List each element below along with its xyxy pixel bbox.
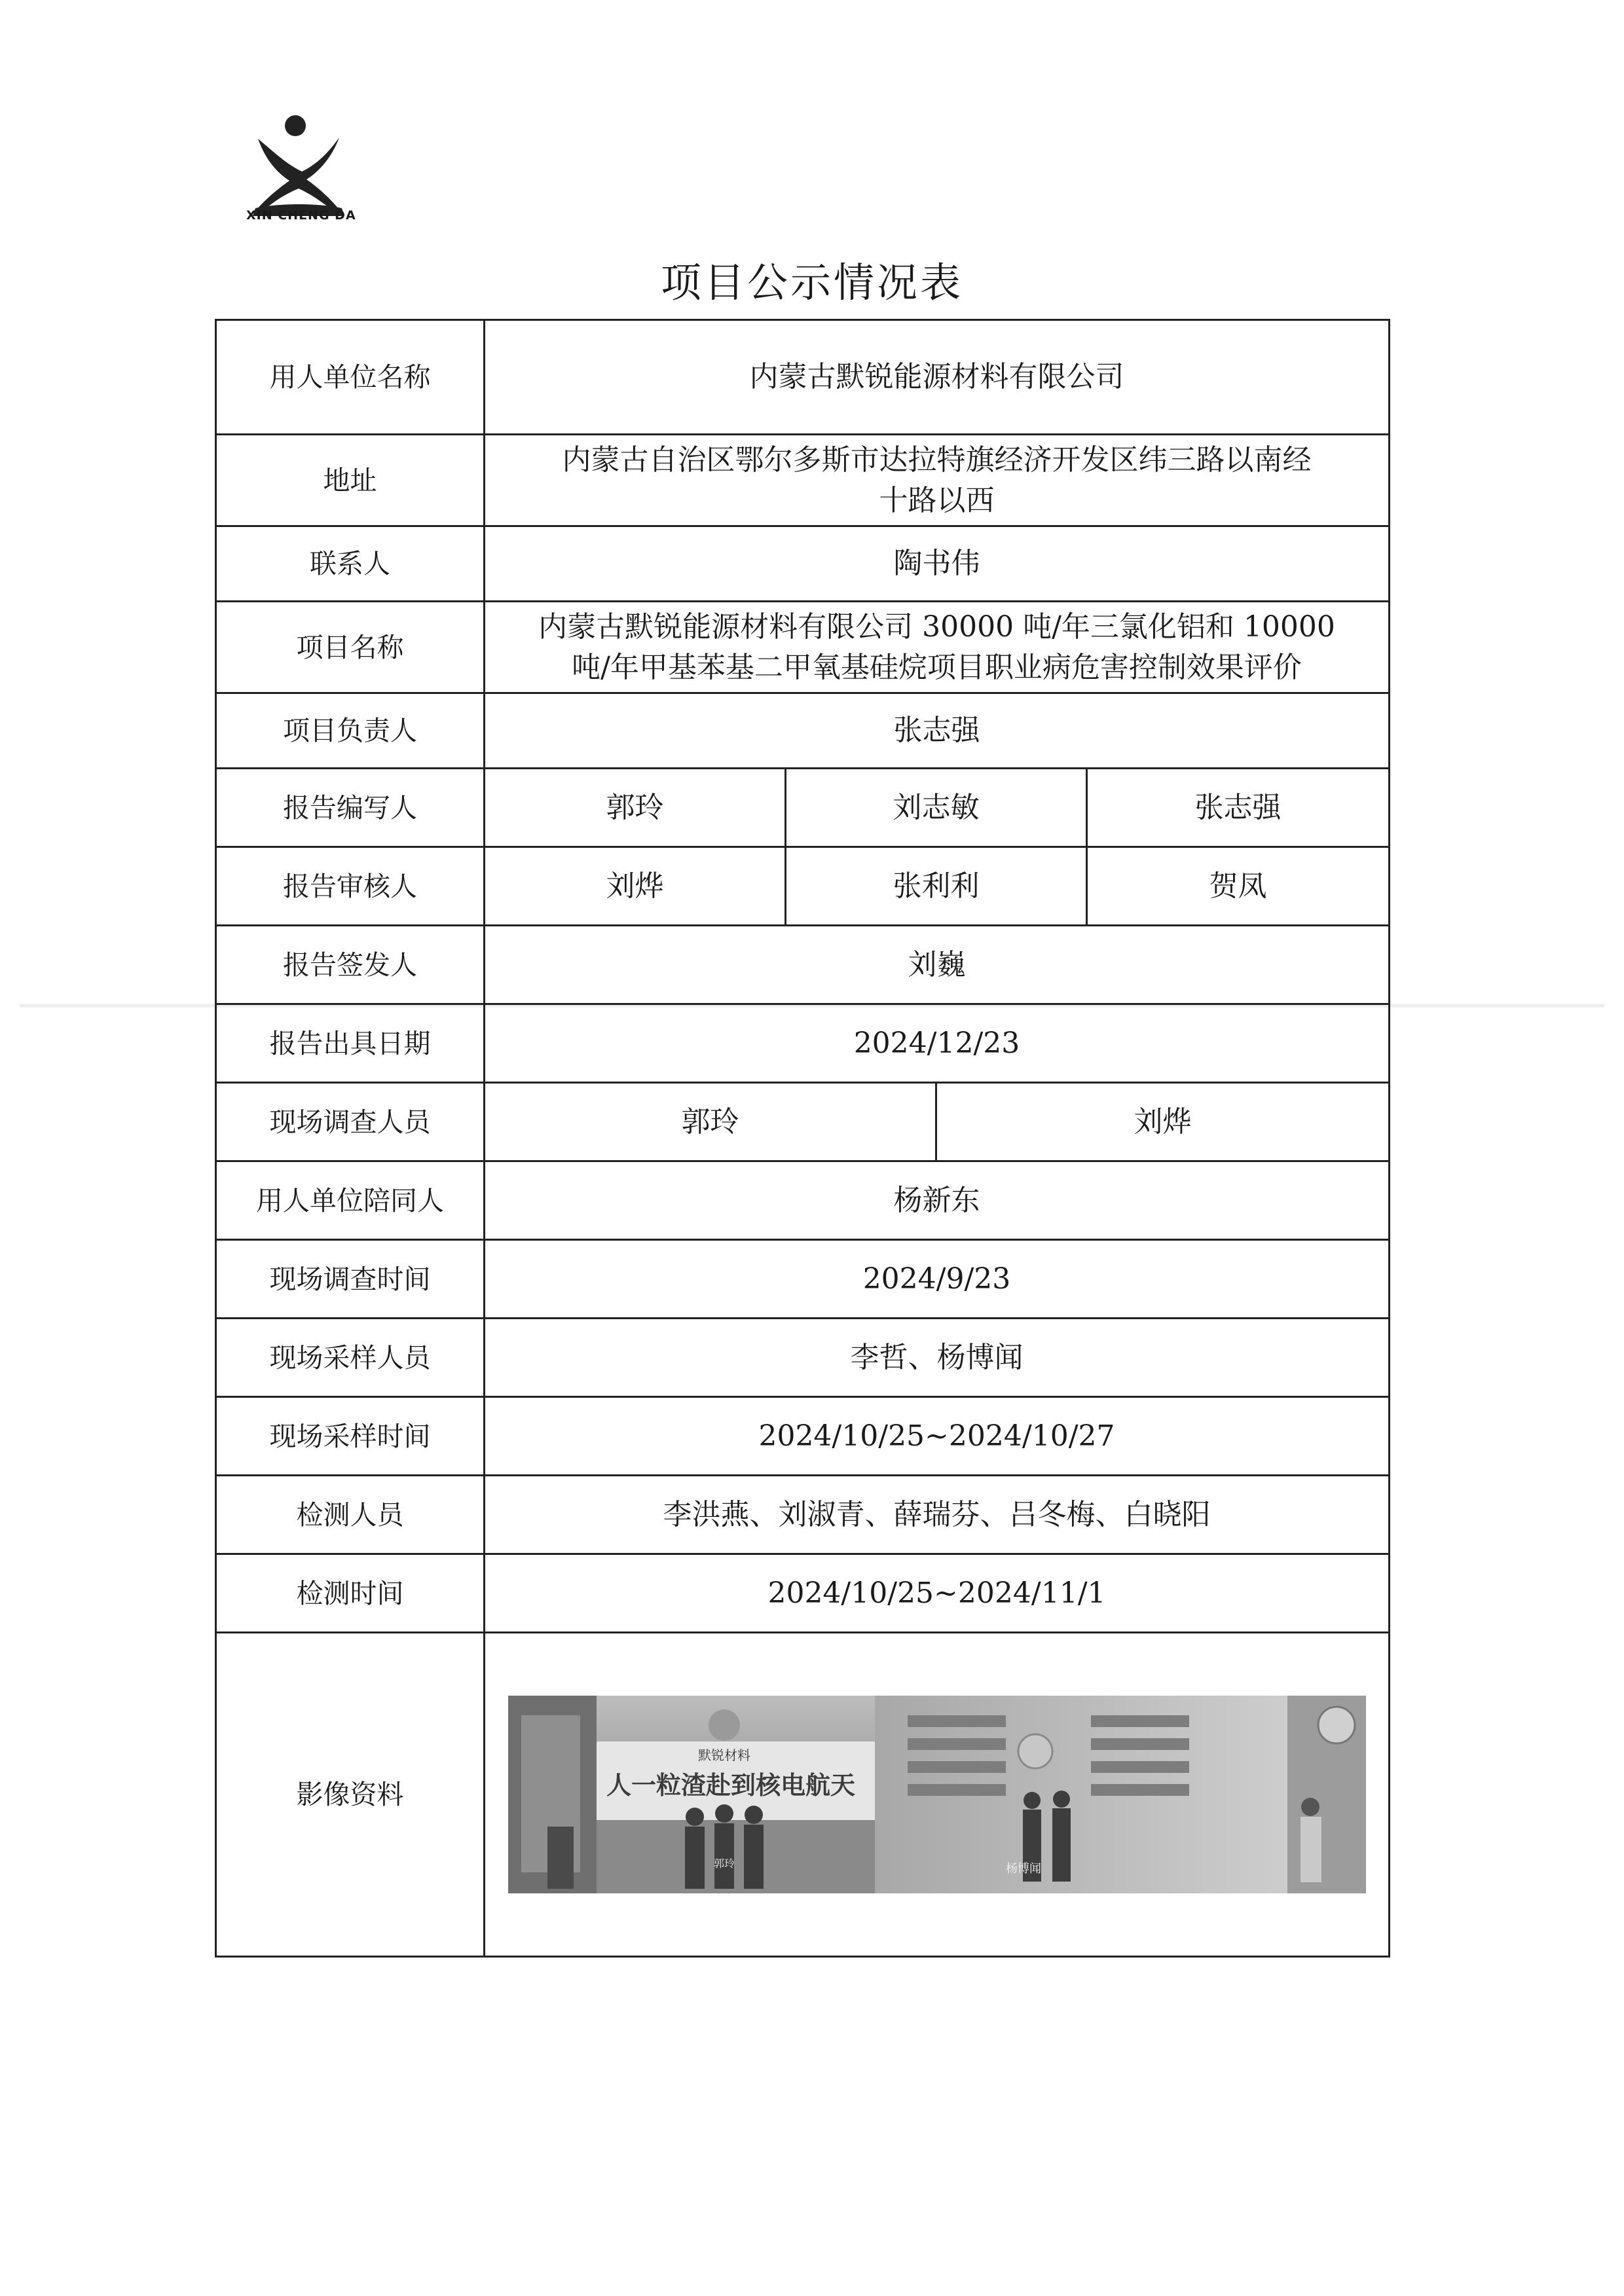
employer-escort-value: 杨新东 (485, 1161, 1390, 1240)
project-disclosure-table (215, 319, 1390, 1958)
table-row (216, 435, 1390, 526)
photo1-banner-text: 人一粒渣赴到核电航天 (606, 1771, 855, 1800)
report-reviewer-1: 刘烨 (485, 847, 786, 926)
site-investigation-time-label: 现场调查时间 (216, 1240, 485, 1319)
document-title: 项目公示情况表 (660, 259, 963, 306)
table-row (216, 526, 1390, 602)
report-writer-2: 刘志敏 (786, 769, 1087, 847)
table-row (216, 320, 1390, 435)
testers-label: 检测人员 (216, 1476, 485, 1554)
table-row (216, 769, 1390, 847)
table-row (216, 1004, 1390, 1083)
testing-time-value: 2024/10/25~2024/11/1 (485, 1554, 1390, 1633)
employer-name-label: 用人单位名称 (216, 320, 485, 435)
site-photo-2 (875, 1696, 1366, 1893)
site-investigators-label: 现场调查人员 (216, 1083, 485, 1161)
address-line-1: 内蒙古自治区鄂尔多斯市达拉特旗经济开发区纬三路以南经 (562, 443, 1312, 477)
contact-value: 陶书伟 (485, 526, 1390, 602)
site-sampling-time-value: 2024/10/25~2024/10/27 (485, 1397, 1390, 1476)
report-writer-3: 张志强 (1087, 769, 1390, 847)
site-samplers-label: 现场采样人员 (216, 1319, 485, 1397)
report-issuer-label: 报告签发人 (216, 926, 485, 1004)
report-reviewer-2: 张利利 (786, 847, 1087, 926)
table-row (216, 1633, 1390, 1957)
table-row (216, 1161, 1390, 1240)
images-cell (485, 1633, 1390, 1957)
table-row (216, 1397, 1390, 1476)
table-row (216, 1554, 1390, 1633)
photo1-sign-text: 默锐材料 (697, 1747, 750, 1763)
site-investigator-1: 郭玲 (485, 1083, 936, 1161)
site-photos-strip (508, 1696, 1366, 1893)
table-row (216, 1319, 1390, 1397)
logo-text: XIN CHENG DA (246, 208, 356, 223)
table-row (216, 926, 1390, 1004)
project-lead-label: 项目负责人 (216, 693, 485, 769)
testing-time-label: 检测时间 (216, 1554, 485, 1633)
testers-value: 李洪燕、刘淑青、薛瑞芬、吕冬梅、白晓阳 (485, 1476, 1390, 1554)
project-name-label: 项目名称 (216, 602, 485, 693)
table-row (216, 1240, 1390, 1319)
table-row (216, 1476, 1390, 1554)
site-sampling-time-label: 现场采样时间 (216, 1397, 485, 1476)
report-date-label: 报告出具日期 (216, 1004, 485, 1083)
site-investigation-time-value: 2024/9/23 (485, 1240, 1390, 1319)
photo1-caption: 郭玲 (713, 1857, 735, 1870)
report-reviewers-label: 报告审核人 (216, 847, 485, 926)
report-reviewer-3: 贺凤 (1087, 847, 1390, 926)
address-line-2: 十路以西 (879, 483, 995, 517)
report-writers-label: 报告编写人 (216, 769, 485, 847)
site-photo-1 (508, 1696, 875, 1893)
contact-label: 联系人 (216, 526, 485, 602)
employer-name-value: 内蒙古默锐能源材料有限公司 (485, 320, 1390, 435)
address-value (485, 435, 1390, 526)
project-name-value (485, 602, 1390, 693)
address-label: 地址 (216, 435, 485, 526)
project-name-line-1: 内蒙古默锐能源材料有限公司 30000 吨/年三氯化铝和 10000 (538, 610, 1335, 644)
site-samplers-value: 李哲、杨博闻 (485, 1319, 1390, 1397)
site-investigator-2: 刘烨 (936, 1083, 1390, 1161)
employer-escort-label: 用人单位陪同人 (216, 1161, 485, 1240)
photo2-caption: 杨博闻 (1005, 1862, 1041, 1876)
project-lead-value: 张志强 (485, 693, 1390, 769)
report-issuer-value: 刘巍 (485, 926, 1390, 1004)
report-date-value: 2024/12/23 (485, 1004, 1390, 1083)
images-label: 影像资料 (216, 1633, 485, 1957)
table-row (216, 693, 1390, 769)
report-writer-1: 郭玲 (485, 769, 786, 847)
project-name-line-2: 吨/年甲基苯基二甲氧基硅烷项目职业病危害控制效果评价 (572, 650, 1302, 684)
table-row (216, 847, 1390, 926)
table-row (216, 1083, 1390, 1161)
table-row (216, 602, 1390, 693)
